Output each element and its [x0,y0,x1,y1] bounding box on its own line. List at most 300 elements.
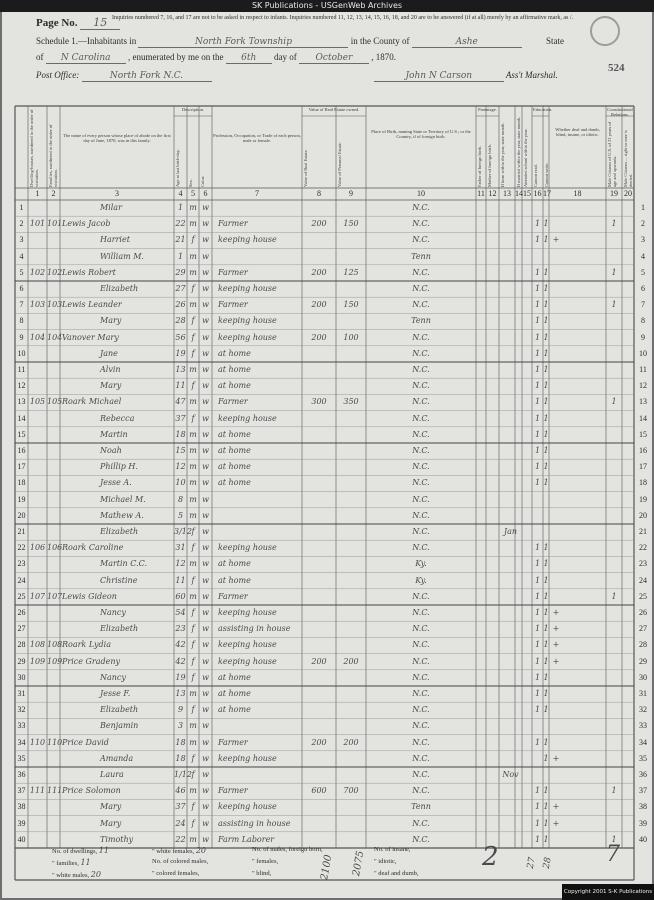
row-number-left: 22 [17,543,26,553]
disability-mark: + [552,608,560,617]
footer-insane: No. of insane, [374,846,411,853]
sex: m [189,494,197,504]
person-name: Martin C.C. [100,559,148,569]
birth-month-note: Jan [503,527,518,536]
sex: m [189,429,197,439]
person-name: Lewis Robert [62,267,116,277]
person-name: Price David [62,737,109,747]
person-name: Phillip H. [100,462,138,472]
color: w [202,413,209,423]
sex: m [189,203,197,212]
footer-white-females: " white females, 20 [152,846,206,855]
cannot-write-mark: 1 [543,689,549,698]
row-number-right: 30 [639,672,647,682]
header-cannot-read: Cannot read. [533,164,538,187]
cannot-write-mark: 1 [543,332,549,342]
age: 37 [175,802,186,812]
header-school: Attended school within the year. [523,128,528,187]
birthplace: N.C. [412,608,430,617]
occupation: keeping house [218,608,277,617]
sex: f [191,316,195,326]
sex: m [189,300,197,310]
row-number-right: 11 [639,365,647,374]
row-number-left: 37 [17,786,26,796]
color: w [202,365,209,374]
cannot-write-mark: 1 [543,608,549,617]
cannot-read-mark: 1 [534,267,541,277]
sex: f [191,332,195,342]
person-name: Jesse F. [100,689,131,698]
age: 19 [175,348,186,358]
occupation: Farmer [218,397,248,407]
occupation: at home [218,429,251,439]
header-born-month: If born within the year, state month. [500,122,505,187]
cannot-write-mark: 1 [543,397,549,407]
row-number-left: 6 [19,284,24,293]
cannot-read-mark: 1 [534,834,541,844]
sex: f [191,640,195,650]
column-number: 17 [543,189,551,198]
month-field: October [299,53,369,64]
occupation: at home [218,559,251,569]
header-dwelling: Dwelling-houses, numbered in the order of visitation. [29,109,39,187]
cannot-write-mark: 1 [543,624,549,634]
citizen-mark: 1 [611,786,617,796]
row-number-right: 22 [639,543,647,553]
cannot-read-mark: 1 [534,818,541,828]
age: 5 [177,510,184,520]
cannot-write-mark: 1 [543,284,549,293]
disability-mark: + [552,640,560,650]
row-number-left: 29 [17,656,26,666]
row-number-left: 39 [17,818,26,828]
row-number-left: 19 [17,494,26,504]
cannot-write-mark: 1 [543,591,549,601]
color: w [202,494,209,504]
row-number-right: 16 [639,446,647,455]
birthplace: N.C. [412,721,430,731]
header-color: Color. [200,175,205,187]
dwelling-number: 103 [29,300,46,310]
header-constitutional: Constitutional Relations. [607,107,633,117]
person-name: Timothy [100,834,134,844]
row-number-left: 7 [19,300,24,310]
row-number-right: 32 [639,705,647,715]
personal-estate-value: 150 [343,219,359,229]
row-number-left: 35 [17,753,26,763]
birthplace: N.C. [412,834,430,844]
color: w [202,624,209,634]
real-estate-value: 200 [311,737,327,747]
stamp-number: 524 [608,62,625,74]
cannot-write-mark: 1 [543,786,549,796]
person-name: Harriet [100,235,130,245]
birthplace: N.C. [412,591,430,601]
age: 22 [175,219,186,229]
row-number-right: 21 [639,527,647,536]
cannot-read-mark: 1 [534,624,541,634]
color: w [202,786,209,796]
cannot-write-mark: 1 [543,737,549,747]
row-number-right: 8 [641,316,645,326]
disability-mark: + [552,624,560,634]
row-number-right: 24 [639,575,647,585]
color: w [202,559,209,569]
cannot-write-mark: 1 [543,429,549,439]
tally-col-14: 2 [482,842,499,872]
row-number-left: 9 [19,332,24,342]
cannot-read-mark: 1 [534,802,541,812]
occupation: Farmer [218,267,248,277]
cannot-write-mark: 1 [543,818,549,828]
sex: m [189,721,197,731]
person-name: William M. [100,251,144,261]
footer-colored-males: No. of colored males, [152,858,209,865]
row-number-left: 10 [17,348,26,358]
birthplace: N.C. [412,381,430,391]
dwelling-number: 105 [29,397,46,407]
disability-mark: + [552,818,560,828]
column-number: 13 [503,189,511,198]
age: 18 [175,429,186,439]
column-number: 10 [417,189,425,198]
sex: m [189,737,197,747]
header-real-estate: Value of Real Estate. [303,149,308,187]
birthplace: N.C. [412,818,430,828]
row-number-left: 4 [19,251,24,261]
row-number-right: 37 [639,786,647,796]
birthplace: N.C. [412,365,430,374]
birthplace: N.C. [412,267,430,277]
occupation: at home [218,381,251,391]
dwelling-number: 106 [29,543,46,553]
row-number-left: 16 [17,446,26,455]
row-number-right: 33 [639,721,647,731]
occupation: at home [218,689,251,698]
row-number-left: 21 [17,527,26,536]
person-name: Mary [100,802,122,812]
row-number-right: 20 [639,510,647,520]
row-number-right: 13 [639,397,647,407]
personal-estate-value: 150 [343,300,359,310]
occupation: Farmer [218,591,248,601]
header-father-foreign: Father of foreign birth. [477,145,482,187]
sex: m [189,462,197,472]
row-number-left: 3 [19,235,24,245]
age: 12 [175,462,186,472]
family-number: 108 [47,640,63,650]
column-number: 1 [35,189,40,198]
birthplace: N.C. [412,413,430,423]
disability-mark: + [552,235,560,245]
age: 29 [175,267,186,277]
sex: f [191,575,195,585]
copyright-notice: Copyright 2001 S-K Publications [562,884,654,900]
birthplace: N.C. [412,527,430,536]
color: w [202,510,209,520]
birthplace: N.C. [412,689,430,698]
cannot-write-mark: 1 [543,381,549,391]
row-number-right: 27 [639,624,647,634]
cannot-read-mark: 1 [534,397,541,407]
birthplace: Tenn [411,251,431,261]
occupation: keeping house [218,332,277,342]
schedule-line: Schedule 1.—Inhabitants in North Fork Township in the County of Ashe State [36,36,564,47]
age: 56 [175,332,186,342]
sex: f [191,381,195,391]
total-real-estate: 2100 [319,854,335,881]
header-birthplace: Place of Birth, naming State or Territory of U.S.; or the Country, if of foreign birth. [371,129,471,139]
age: 13 [175,365,186,374]
citizen-mark: 1 [611,834,617,844]
person-name: Price Gradeny [62,656,121,666]
citizen-mark: 1 [611,397,617,407]
cannot-read-mark: 1 [534,462,541,472]
row-number-left: 33 [17,721,26,731]
color: w [202,640,209,650]
row-number-right: 4 [641,251,645,261]
person-name: Lewis Leander [62,300,122,310]
person-name: Vanover Mary [62,332,119,342]
row-number-left: 38 [17,802,26,812]
citizen-mark: 1 [611,267,617,277]
occupation: assisting in house [218,624,291,634]
cannot-write-mark: 1 [543,365,549,374]
family-number: 106 [47,543,63,553]
dwelling-number: 104 [29,332,46,342]
sex: m [189,397,197,407]
person-name: Alvin [100,365,121,374]
birthplace: N.C. [412,300,430,310]
color: w [202,348,209,358]
row-number-left: 25 [17,591,26,601]
cannot-read-mark: 1 [534,332,541,342]
column-number: 20 [624,189,632,198]
cannot-read-mark: 1 [534,429,541,439]
cannot-write-mark: 1 [543,559,549,569]
sex: f [191,527,195,536]
cannot-write-mark: 1 [543,705,549,715]
row-number-right: 9 [641,332,645,342]
row-number-right: 12 [639,381,647,391]
color: w [202,672,209,682]
cannot-read-mark: 1 [534,219,541,229]
row-number-left: 14 [17,413,26,423]
birthplace: N.C. [412,543,430,553]
family-number: 111 [47,786,63,796]
birthplace: Ky. [415,575,427,585]
occupation: at home [218,462,251,472]
cannot-read-mark: 1 [534,348,541,358]
row-number-right: 7 [641,300,645,310]
cannot-read-mark: 1 [534,543,541,553]
cannot-read-mark: 1 [534,235,541,245]
cannot-write-mark: 1 [543,753,549,763]
row-number-left: 17 [17,462,26,472]
township-field: North Fork Township [138,37,348,48]
birth-month-note: Nov [502,770,519,779]
sex: f [191,802,195,812]
age: 13 [175,689,186,698]
color: w [202,300,209,310]
personal-estate-value: 700 [343,786,359,796]
color: w [202,381,209,391]
color: w [202,591,209,601]
color: w [202,332,209,342]
real-estate-value: 300 [311,397,327,407]
row-number-right: 19 [639,494,647,504]
person-name: Roark Lydia [62,640,111,650]
row-number-left: 28 [17,640,26,650]
row-number-right: 10 [639,348,647,358]
column-number: 14 [515,189,523,198]
cannot-read-mark: 1 [534,300,541,310]
column-number: 8 [317,189,321,198]
color: w [202,284,209,293]
age: 1/12 [174,770,192,779]
cannot-write-mark: 1 [543,834,549,844]
tally-col-16: 27 [525,856,538,870]
header-education: Education. [533,107,553,112]
birthplace: N.C. [412,332,430,342]
header-vote-denied: Male Citizens ... right to vote is denied. [623,130,633,187]
row-number-right: 1 [641,203,645,212]
person-name: Roark Caroline [62,543,124,553]
person-name: Nancy [100,608,126,617]
birthplace: N.C. [412,397,430,407]
sex: m [189,591,197,601]
color: w [202,689,209,698]
row-number-right: 31 [639,689,647,698]
occupation: keeping house [218,316,277,326]
cannot-read-mark: 1 [534,737,541,747]
row-number-left: 12 [17,381,26,391]
person-name: Lewis Gideon [62,591,117,601]
row-number-left: 13 [17,397,26,407]
birthplace: N.C. [412,737,430,747]
dwelling-number: 108 [29,640,46,650]
occupation: keeping house [218,543,277,553]
real-estate-value: 200 [311,656,327,666]
sex: m [189,251,197,261]
cannot-read-mark: 1 [534,656,541,666]
birthplace: N.C. [412,446,430,455]
occupation: keeping house [218,640,277,650]
family-number: 102 [47,267,63,277]
cannot-read-mark: 1 [534,478,541,488]
cannot-read-mark: 1 [534,640,541,650]
cannot-read-mark: 1 [534,786,541,796]
column-number: 6 [203,189,208,198]
occupation: at home [218,478,251,488]
person-name: Roark Michael [62,397,122,407]
header-value: Value of Real Estate owned. [308,107,360,112]
column-number: 16 [533,189,542,198]
person-name: Elizabeth [100,527,139,536]
footer-foreign-females: " females, [252,858,279,865]
cannot-write-mark: 1 [543,802,549,812]
row-number-right: 23 [639,559,647,569]
sex: f [191,543,195,553]
row-number-left: 15 [17,429,26,439]
column-number: 18 [573,189,582,198]
row-number-right: 17 [639,462,647,472]
cannot-write-mark: 1 [543,413,549,423]
row-number-right: 35 [639,753,647,763]
disability-mark: + [552,753,560,763]
column-number: 2 [51,189,56,198]
birthplace: N.C. [412,753,430,763]
family-number: 107 [47,591,63,601]
color: w [202,721,209,731]
row-number-right: 26 [639,608,647,617]
dwelling-number: 110 [29,737,46,747]
column-number: 19 [610,189,618,198]
age: 23 [175,624,186,634]
header-occupation: Profession, Occupation, or Trade of each person, male or female. [213,133,301,143]
state-field: N Carolina [46,53,126,64]
sex: f [191,284,195,293]
sex: m [189,365,197,374]
header-cannot-write: Cannot write. [544,162,549,187]
person-name: Amanda [100,753,134,763]
row-number-right: 2 [641,219,645,229]
row-number-left: 40 [17,834,26,844]
footer-families: " families, 11 [52,858,91,867]
age: 1 [177,251,184,261]
sex: f [191,818,195,828]
birthplace: N.C. [412,624,430,634]
row-number-right: 15 [639,429,647,439]
color: w [202,429,209,439]
birthplace: N.C. [412,219,430,229]
sex: m [189,446,197,455]
tally-col-19: 7 [606,842,620,867]
row-number-left: 27 [17,624,26,634]
person-name: Laura [100,770,124,779]
color: w [202,219,209,229]
sex: f [191,656,195,666]
header-sex: Sex. [188,179,193,187]
row-number-left: 5 [19,267,24,277]
cannot-read-mark: 1 [534,672,541,682]
occupation: at home [218,348,251,358]
sex: m [189,689,197,698]
age: 19 [175,672,186,682]
cannot-write-mark: 1 [543,446,549,455]
person-name: Christine [100,575,138,585]
occupation: keeping house [218,413,277,423]
age: 11 [175,575,186,585]
footer-blind: " blind, [252,870,272,877]
row-number-left: 1 [19,203,24,212]
person-name: Mary [100,381,122,391]
row-number-right: 29 [639,656,647,666]
age: 42 [175,656,186,666]
color: w [202,527,209,536]
cannot-write-mark: 1 [543,640,549,650]
sex: m [189,834,197,844]
cannot-write-mark: 1 [543,543,549,553]
instructions: Inquiries numbered 7, 16, and 17 are not to be asked in respect to infants. Inquiries numbered 11, 12, 13, 14, 15, 16, 18, and 20 are to be answered (if at all) merely by an affirmative mark, as /. [112,15,574,21]
occupation: at home [218,705,251,715]
occupation: keeping house [218,656,277,666]
color: w [202,478,209,488]
occupation: Farmer [218,219,248,229]
row-number-left: 8 [19,316,24,326]
disability-mark: + [552,656,560,666]
cannot-read-mark: 1 [534,608,541,617]
